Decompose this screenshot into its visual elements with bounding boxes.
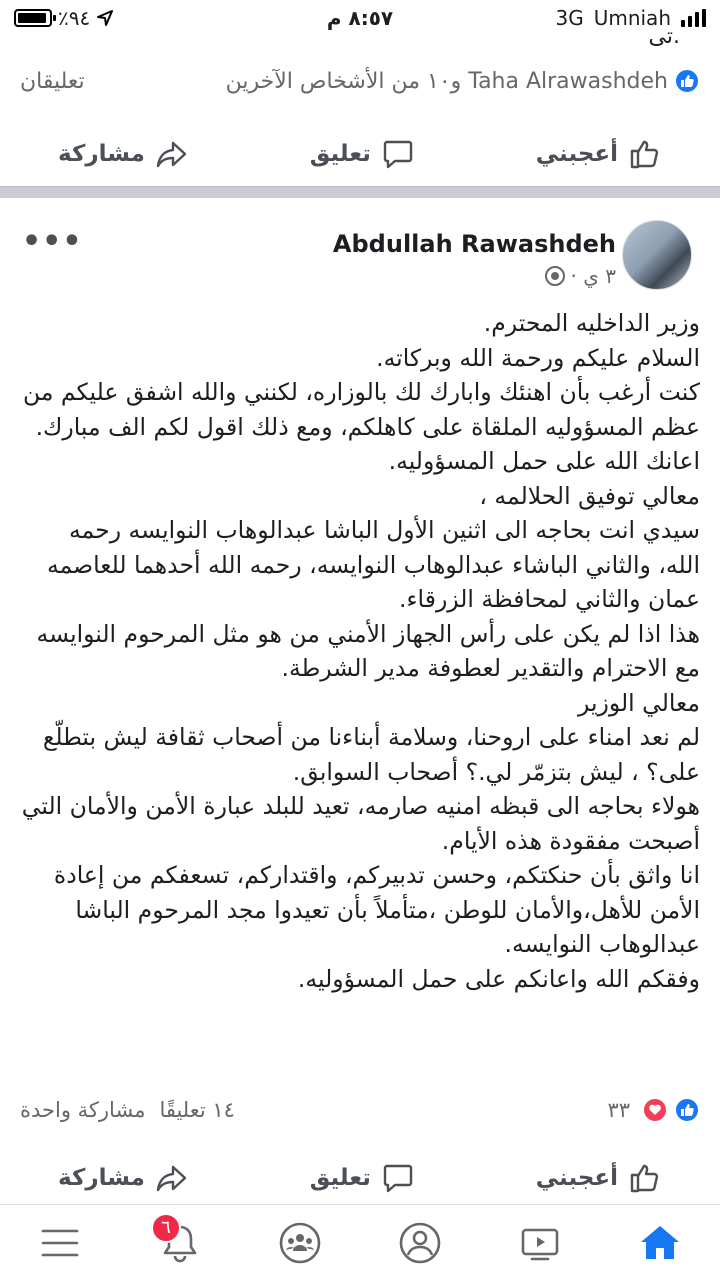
post-meta: [545, 264, 616, 288]
previous-post-stats: [20, 68, 700, 94]
reactions-count: ٣٣: [607, 1098, 630, 1122]
post-paragraph: سيدي انت بحاجه الى اثنين الأول الباشا عبدالوهاب النوايسه رحمه الله، والثاني الباشاء عبدالوهاب النوايسه، رحمه الله أحدهما للعاصمه عمان والثاني لمحافظة الزرقاء.: [47, 516, 700, 613]
post-paragraph: وفقكم الله واعانكم على حمل المسؤوليه.: [297, 964, 700, 993]
nav-profile[interactable]: [385, 1213, 455, 1273]
more-options-icon[interactable]: •••: [22, 224, 83, 259]
comment-label: تعليق: [309, 1165, 371, 1191]
like-reaction-icon: [674, 1097, 700, 1123]
post-paragraph: السلام عليكم ورحمة الله وبركاته.: [376, 343, 700, 372]
status-right: [555, 6, 706, 30]
author-avatar[interactable]: [622, 220, 692, 290]
nav-menu[interactable]: [25, 1213, 95, 1273]
signal-icon: [681, 9, 706, 27]
share-label: مشاركة: [58, 1165, 145, 1191]
post-paragraph: هذا اذا لم يكن على رأس الجهاز الأمني من هو مثل المرحوم النوايسه مع الاحترام والتقدير لعطوفة مدير الشرطة.: [36, 619, 700, 682]
status-time: ٨:٥٧ م: [326, 6, 394, 30]
post-paragraph: معالي توفيق الحلالمه ،: [479, 481, 700, 510]
comment-icon: [381, 1161, 415, 1195]
thumbs-up-icon: [628, 137, 662, 171]
post-paragraph: انا واثق بأن حنكتكم، وحسن تدبيركم، واقتداركم، تسعفكم من إعادة الأمن للأهل،والأمان للوطن ،متأملاً بأن تعيدوا مجد المرحوم الباشا عبدالوهاب النوايسه.: [53, 861, 700, 958]
nav-notifications[interactable]: [145, 1213, 215, 1273]
comment-button[interactable]: [310, 1161, 415, 1195]
like-reaction-icon: [674, 68, 700, 94]
like-button[interactable]: [536, 1161, 662, 1195]
share-arrow-icon: [155, 137, 189, 171]
post-paragraph: وزير الداخليه المحترم.: [483, 309, 700, 337]
menu-icon: [38, 1221, 82, 1265]
comment-label: تعليق: [309, 141, 371, 167]
nav-watch[interactable]: [505, 1213, 575, 1273]
post-paragraph: هولاء بحاجه الى قبظه امنيه صارمه، تعيد للبلد عبارة الأمن والأمان التي أصبحت مفقودة هذه الأيام.: [21, 792, 700, 855]
globe-icon: [545, 266, 565, 286]
post-paragraph: لم نعد امناء على اروحنا، وسلامة أبناءنا من أصحاب ثقافة ليش بتطلّع على؟ ، ليش بتزمّر لي.؟ أصحاب السوابق.: [42, 723, 700, 786]
thumbs-up-icon: [628, 1161, 662, 1195]
post-actions: [0, 1148, 720, 1208]
previous-post-text-edge: تی.: [648, 24, 680, 49]
profile-icon: [398, 1221, 442, 1265]
post-reactions[interactable]: [607, 1097, 700, 1123]
previous-reactions-text: Taha Alrawashdeh و١٠ من الأشخاص الآخرين: [225, 68, 668, 94]
bottom-navigation: [0, 1204, 720, 1280]
love-reaction-icon: [642, 1097, 668, 1123]
post-counts: [20, 1098, 235, 1122]
share-button[interactable]: [58, 137, 189, 171]
status-bar: [0, 0, 720, 36]
feed-separator: [0, 186, 720, 198]
post-paragraph: كنت أرغب بأن اهنئك وابارك لك بالوزاره، لكنني والله اشفق عليكم من عظم المسؤوليه الملقاة على كاهلكم، ومع ذلك اقول لكم الف مبارك.: [22, 378, 700, 441]
previous-comments-count[interactable]: تعليقان: [20, 68, 85, 94]
post-stats: [20, 1094, 700, 1126]
comments-count[interactable]: ١٤ تعليقًا: [159, 1098, 235, 1122]
nav-groups[interactable]: [265, 1213, 335, 1273]
post-time[interactable]: ٣ ي ·: [570, 264, 616, 288]
share-label: مشاركة: [58, 141, 145, 167]
post-paragraph: اعانك الله على حمل المسؤوليه.: [388, 447, 700, 475]
nav-home[interactable]: [625, 1213, 695, 1273]
video-icon: [518, 1221, 562, 1265]
comment-icon: [381, 137, 415, 171]
network-type: 3G: [555, 6, 584, 30]
like-label: أعجبني: [535, 141, 618, 167]
post-paragraph: معالي الوزير: [578, 688, 700, 717]
carrier-name: Umniah: [593, 6, 671, 30]
previous-post-actions: [0, 124, 720, 184]
shares-count[interactable]: مشاركة واحدة: [20, 1098, 146, 1122]
post-header: [0, 198, 720, 298]
previous-post: [0, 24, 720, 186]
notifications-badge: ٦: [151, 1213, 181, 1243]
author-name[interactable]: Abdullah Rawashdeh: [332, 230, 616, 258]
groups-icon: [278, 1221, 322, 1265]
comment-button[interactable]: [310, 137, 415, 171]
previous-reactions[interactable]: [226, 68, 700, 94]
battery-percent: ٪٩٤: [58, 6, 91, 30]
share-button[interactable]: [58, 1161, 189, 1195]
post-text: [20, 306, 700, 996]
home-icon: [638, 1221, 682, 1265]
like-label: أعجبني: [535, 1165, 618, 1191]
share-arrow-icon: [155, 1161, 189, 1195]
like-button[interactable]: [536, 137, 662, 171]
